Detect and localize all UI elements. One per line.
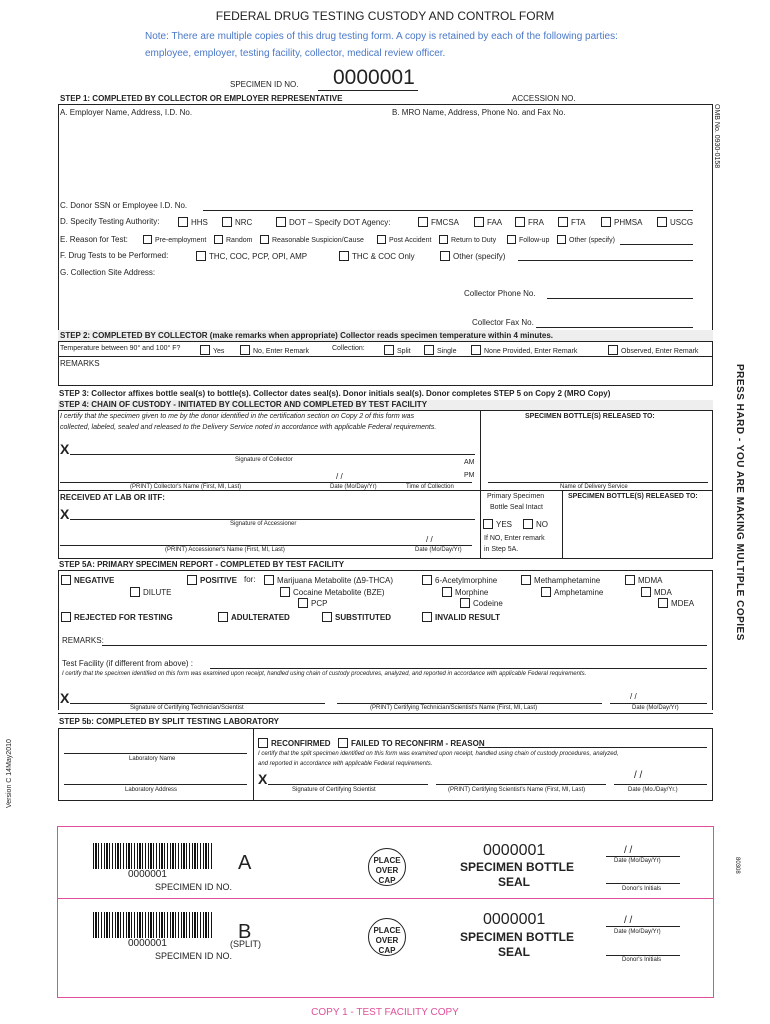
reasonable-suspicion-checkbox[interactable]: Reasonable Suspicion/Cause (260, 235, 364, 244)
thc-coc-pcp-checkbox[interactable]: THC, COC, PCP, OPI, AMP (196, 251, 307, 261)
note-line-1: Note: There are multiple copies of this drug testing form. A copy is retained by each of the following parties: (145, 31, 618, 42)
morphine-checkbox[interactable]: Morphine (442, 587, 488, 597)
collector-fax-label: Collector Fax No. (472, 318, 534, 327)
fta-checkbox[interactable]: FTA (558, 217, 586, 227)
tech-date-slashes: / / (630, 692, 637, 701)
seal-no-checkbox[interactable]: NO (523, 519, 548, 529)
seal-a-id: 0000001 (483, 842, 546, 859)
collector-certify-2: collected, labeled, sealed and released to the Delivery Service noted in accordance with applicable Federal requirements. (60, 424, 437, 431)
if-no-label-2: in Step 5A. (484, 546, 519, 553)
collection-label: Collection: (332, 345, 365, 352)
mdea-checkbox[interactable]: MDEA (658, 598, 694, 608)
label-a-spec: SPECIMEN ID NO. (155, 882, 233, 892)
collector-certify-1: I certify that the specimen given to me by the donor identified in the certification section on Copy 2 of this form was (60, 413, 415, 420)
nrc-checkbox[interactable]: NRC (222, 217, 252, 227)
other-reason-checkbox[interactable]: Other (specify) (557, 235, 615, 244)
collector-date-slashes: / / (336, 472, 343, 481)
reason-label: E. Reason for Test: (60, 235, 128, 244)
marijuana-checkbox[interactable]: Marijuana Metabolite (Δ9-THCA) (264, 575, 393, 585)
testing-authority-label: D. Specify Testing Authority: (60, 217, 160, 226)
accession-label: ACCESSION NO. (512, 94, 576, 103)
print-tech-label: (PRINT) Certifying Technician/Scientist's Name (First, MI, Last) (370, 705, 538, 711)
step5a-title: STEP 5A: PRIMARY SPECIMEN REPORT - COMPLETED BY TEST FACILITY (59, 560, 345, 569)
step4-title: STEP 4: CHAIN OF CUSTODY - INITIATED BY COLLECTOR AND COMPLETED BY TEST FACILITY (59, 400, 428, 409)
dilute-checkbox[interactable]: DILUTE (130, 587, 171, 597)
label-a-letter: A (238, 852, 252, 874)
press-hard-text: PRESS HARD - YOU ARE MAKING MULTIPLE COPIES (734, 364, 745, 641)
seal-b-date-label: Date (Mo/Day/Yr) (614, 929, 661, 935)
hhs-checkbox[interactable]: HHS (178, 217, 208, 227)
version-text: Version C 14May2010 (6, 739, 13, 808)
faa-checkbox[interactable]: FAA (474, 217, 502, 227)
am-label: AM (464, 459, 475, 466)
dot-checkbox[interactable]: DOT – Specify DOT Agency: (276, 217, 391, 227)
mda-checkbox[interactable]: MDA (641, 587, 672, 597)
label-b-spec: SPECIMEN ID NO. (155, 951, 233, 961)
step1-title: STEP 1: COMPLETED BY COLLECTOR OR EMPLOYER REPRESENTATIVE (60, 94, 343, 103)
place-over-cap-b: PLACE OVER CAP (368, 918, 406, 956)
return-to-duty-checkbox[interactable]: Return to Duty (439, 235, 496, 244)
fra-checkbox[interactable]: FRA (515, 217, 544, 227)
signature-accessioner-label: Signature of Accessioner (230, 521, 297, 527)
step5b-title: STEP 5b: COMPLETED BY SPLIT TESTING LABORATORY (59, 717, 280, 726)
barcode-a (93, 843, 213, 869)
acetylmorphine-checkbox[interactable]: 6-Acetylmorphine (422, 575, 497, 585)
pre-employment-checkbox[interactable]: Pre-employment (143, 235, 206, 244)
invalid-checkbox[interactable]: INVALID RESULT (422, 612, 500, 622)
seal-a-date-slashes: / / (624, 845, 633, 856)
rejected-checkbox[interactable]: REJECTED FOR TESTING (61, 612, 173, 622)
label-b-id: 0000001 (128, 938, 167, 949)
seal-yes-checkbox[interactable]: YES (483, 519, 512, 529)
step2-title: STEP 2: COMPLETED BY COLLECTOR (make remarks when appropriate) Collector reads specimen temperature within 4 minutes. (60, 331, 554, 340)
signature-collector-label: Signature of Collector (235, 457, 293, 463)
seal-b-date-slashes: / / (624, 915, 633, 926)
random-checkbox[interactable]: Random (214, 235, 252, 244)
scientist-date-slashes: / / (634, 770, 643, 781)
delivery-service-label: Name of Delivery Service (560, 484, 628, 490)
cocaine-checkbox[interactable]: Cocaine Metabolite (BZE) (280, 587, 385, 597)
technician-x: X (60, 690, 70, 706)
codeine-checkbox[interactable]: Codeine (460, 598, 503, 608)
employer-label: A. Employer Name, Address, I.D. No. (60, 108, 193, 117)
note-line-2: employee, employer, testing facility, collector, medical review officer. (145, 48, 446, 59)
released-to-label: SPECIMEN BOTTLE(S) RELEASED TO: (525, 413, 655, 420)
none-provided-checkbox[interactable]: None Provided, Enter Remark (471, 345, 577, 355)
seal-a-date-label: Date (Mo/Day/Yr) (614, 858, 661, 864)
seal-b-title-2: SEAL (498, 945, 531, 959)
collector-date-label: Date (Mo/Day/Yr) (330, 484, 377, 490)
temperature-label: Temperature between 90° and 100° F? (60, 345, 181, 352)
label-b-letter: B (238, 921, 252, 943)
methamphetamine-checkbox[interactable]: Methamphetamine (521, 575, 600, 585)
time-collection-label: Time of Collection (406, 484, 454, 490)
accessioner-x: X (60, 506, 70, 522)
temp-yes-checkbox[interactable]: Yes (200, 345, 224, 355)
collector-phone-label: Collector Phone No. (464, 289, 536, 298)
side-code: 80308 (734, 857, 740, 874)
reconfirmed-checkbox[interactable]: RECONFIRMED (258, 738, 331, 748)
scientist-date-label: Date (Mo./Day/Yr.) (628, 787, 678, 793)
step5a-remarks-label: REMARKS: (62, 636, 104, 645)
seal-a-initials-label: Donor's Initials (622, 886, 662, 892)
post-accident-checkbox[interactable]: Post Accident (377, 235, 431, 244)
accessioner-date-label: Date (Mo/Day/Yr) (415, 547, 462, 553)
amphetamine-checkbox[interactable]: Amphetamine (541, 587, 603, 597)
substituted-checkbox[interactable]: SUBSTITUTED (322, 612, 391, 622)
mro-label: B. MRO Name, Address, Phone No. and Fax No. (392, 108, 566, 117)
lab-address-label: Laboratory Address (125, 787, 178, 793)
seal-b-initials-label: Donor's Initials (622, 957, 662, 963)
seal-a-title: SPECIMEN BOTTLE (460, 860, 575, 874)
signature-tech-label: Signature of Certifying Technician/Scientist (130, 705, 244, 711)
barcode-b (93, 912, 213, 938)
signature-scientist-label: Signature of Certifying Scientist (292, 787, 376, 793)
print-collector-label: (PRINT) Collector's Name (First, MI, Last) (130, 484, 242, 490)
collector-x: X (60, 441, 70, 457)
scientist-x: X (258, 771, 268, 787)
specimen-id: 0000001 (333, 66, 415, 89)
omb-number: OMB No. 0930-0158 (713, 104, 720, 169)
positive-for-label: for: (244, 575, 256, 584)
place-over-cap-a: PLACE OVER CAP (368, 848, 406, 886)
split-checkbox[interactable]: Split (384, 345, 411, 355)
pcp-checkbox[interactable]: PCP (298, 598, 327, 608)
if-no-label-1: If NO, Enter remark (484, 535, 545, 542)
tech-date-label: Date (Mo/Day/Yr) (632, 705, 679, 711)
specimen-id-label: SPECIMEN ID NO. (230, 80, 299, 89)
print-accessioner-label: (PRINT) Accessioner's Name (First, MI, Last) (165, 547, 285, 553)
print-scientist-label: (PRINT) Certifying Scientist's Name (First, MI, Last) (448, 787, 586, 793)
uscg-checkbox[interactable]: USCG (657, 217, 693, 227)
adulterated-checkbox[interactable]: ADULTERATED (218, 612, 290, 622)
primary-label-2: Bottle Seal Intact (490, 504, 543, 511)
step3-title: STEP 3: Collector affixes bottle seal(s) to bottle(s). Collector dates seal(s). Donor initials seal(s). Donor completes STEP 5 on Copy 2 (MRO Copy) (59, 389, 611, 398)
primary-label-1: Primary Specimen (487, 493, 545, 500)
test-facility-label: Test Facility (if different from above) : (62, 659, 194, 668)
donor-ssn-label: C. Donor SSN or Employee I.D. No. (60, 201, 188, 210)
released-to-label-2: SPECIMEN BOTTLE(S) RELEASED TO: (568, 493, 698, 500)
split-certify-1: I certify that the split specimen identified on this form was examined upon receipt, handled using chain of custody procedures, analyzed, (258, 751, 619, 757)
received-label: RECEIVED AT LAB OR IITF: (60, 493, 165, 502)
seal-b-title: SPECIMEN BOTTLE (460, 930, 575, 944)
split-certify-2: and reported in accordance with applicable Federal requirements. (258, 761, 433, 767)
pm-label: PM (464, 472, 475, 479)
follow-up-checkbox[interactable]: Follow-up (507, 235, 549, 244)
mdma-checkbox[interactable]: MDMA (625, 575, 662, 585)
form-title: FEDERAL DRUG TESTING CUSTODY AND CONTROL FORM (215, 9, 555, 23)
negative-checkbox[interactable]: NEGATIVE (61, 575, 114, 585)
copy-footer: COPY 1 - TEST FACILITY COPY (311, 1007, 459, 1018)
drug-tests-label: F. Drug Tests to be Performed: (60, 251, 169, 260)
accessioner-date-slashes: / / (426, 535, 433, 544)
fmcsa-checkbox[interactable]: FMCSA (418, 217, 459, 227)
facility-certify: I certify that the specimen identified on this form was examined upon receipt, handled using chain of custody procedures, analyzed, and reported in accordance with applicable Federal requirements. (62, 671, 587, 677)
step2-remarks-label: REMARKS (60, 359, 100, 368)
thc-coc-only-checkbox[interactable]: THC & COC Only (339, 251, 415, 261)
other-tests-checkbox[interactable]: Other (specify) (440, 251, 505, 261)
positive-checkbox[interactable]: POSITIVE (187, 575, 237, 585)
phmsa-checkbox[interactable]: PHMSA (601, 217, 642, 227)
label-b-split: (SPLIT) (230, 939, 262, 949)
seal-a-title-2: SEAL (498, 875, 531, 889)
lab-name-label: Laboratory Name (129, 756, 176, 762)
observed-checkbox[interactable]: Observed, Enter Remark (608, 345, 698, 355)
failed-reconfirm-checkbox[interactable]: FAILED TO RECONFIRM - REASON (338, 738, 485, 748)
temp-no-checkbox[interactable]: No, Enter Remark (240, 345, 309, 355)
seal-b-id: 0000001 (483, 911, 546, 928)
single-checkbox[interactable]: Single (424, 345, 456, 355)
collection-site-label: G. Collection Site Address: (60, 268, 156, 277)
label-a-id: 0000001 (128, 869, 167, 880)
